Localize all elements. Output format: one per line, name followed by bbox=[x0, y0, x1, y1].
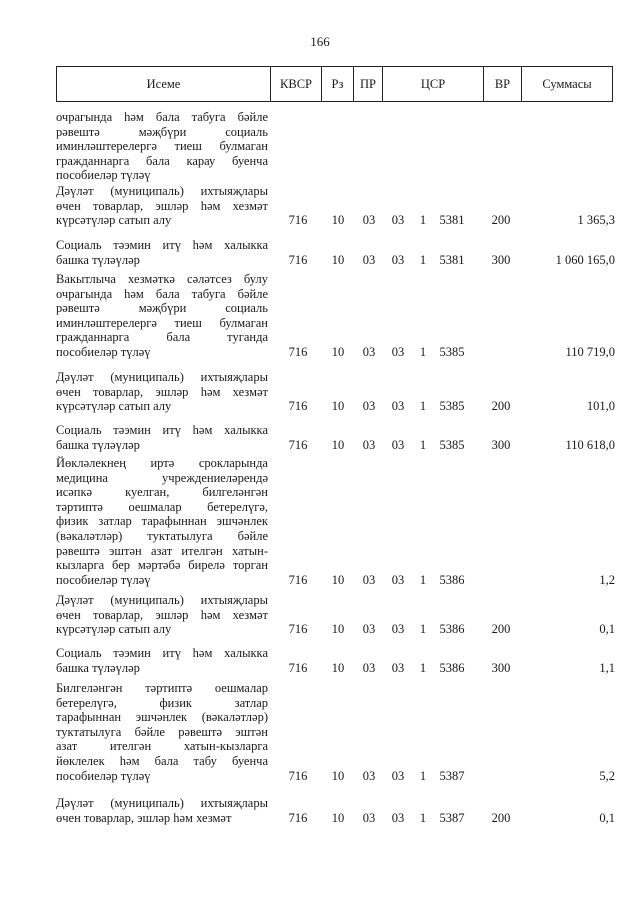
cell-rz: 10 bbox=[331, 345, 345, 359]
cell-rz: 10 bbox=[331, 437, 345, 452]
cell-sum: 1 365,3 bbox=[577, 213, 615, 228]
cell-vr: 300 bbox=[491, 660, 511, 675]
row-name-line: Социаль тәэмин итү һәм халыкка bbox=[56, 646, 268, 660]
cell-rz: 10 bbox=[331, 768, 345, 783]
cell-c2: 1 bbox=[419, 572, 427, 587]
row-name-line: Дәүләт (муниципаль) ихтыяҗлары bbox=[56, 370, 268, 384]
row-name bbox=[56, 456, 268, 587]
cell-pr: 03 bbox=[362, 345, 376, 359]
cell-c1: 03 bbox=[391, 213, 405, 228]
cell-c1: 03 bbox=[391, 437, 405, 452]
row-name-line: бетерелүгә, физик затлар bbox=[56, 695, 268, 710]
row-name-line: пособиеләр түләү bbox=[56, 768, 151, 783]
row-name-line: башка түләүләр bbox=[56, 660, 140, 675]
cell-rz: 10 bbox=[331, 252, 345, 267]
cell-kvsr: 716 bbox=[288, 437, 308, 452]
row-name bbox=[56, 238, 268, 267]
cell-kvsr: 716 bbox=[288, 399, 308, 414]
row-name-line: пособиеләр түләү bbox=[56, 344, 151, 359]
row-name-line: башка түләүләр bbox=[56, 437, 140, 452]
row-name-line: пособиеләр түләү bbox=[56, 168, 151, 183]
row-name-line: Социаль тәэмин итү һәм халыкка bbox=[56, 423, 268, 437]
row-name bbox=[56, 272, 268, 360]
header-name: Исеме bbox=[146, 77, 181, 91]
row-name-line: (вәкаләтләр) туктатылуга бәйле bbox=[56, 528, 268, 543]
row-name-line: тәртиптә оешмалар бетерелүгә, bbox=[56, 499, 268, 514]
cell-vr: 200 bbox=[491, 622, 511, 637]
row-name-line: өчен товарлар, эшләр һәм хезмәт bbox=[56, 607, 268, 622]
row-name-line: күрсәтүләр сатып алу bbox=[56, 213, 172, 228]
row-name-line: азат ителгән хатын-кызларга bbox=[56, 739, 268, 754]
row-name-line: иминләштерелергә тиеш булмаган bbox=[56, 139, 268, 154]
cell-c3: 5385 bbox=[439, 437, 465, 452]
cell-c1: 03 bbox=[391, 252, 405, 267]
cell-c2: 1 bbox=[419, 768, 427, 783]
row-name bbox=[56, 646, 268, 675]
row-name-line: физик затлар тарафыннан эшчәнлек bbox=[56, 514, 268, 529]
header-vr: ВР bbox=[494, 77, 511, 91]
row-name bbox=[56, 110, 268, 183]
row-name-line: туктатылуга бәйле рәвештә эштән bbox=[56, 724, 268, 739]
row-name bbox=[56, 370, 268, 414]
cell-vr: 200 bbox=[491, 810, 511, 825]
cell-kvsr: 716 bbox=[288, 252, 308, 267]
cell-c2: 1 bbox=[419, 345, 427, 359]
cell-c3: 5381 bbox=[439, 252, 465, 267]
cell-sum: 110 719,0 bbox=[565, 345, 615, 359]
header-pr: ПР bbox=[360, 77, 376, 91]
cell-c3: 5387 bbox=[439, 810, 465, 825]
cell-vr: 200 bbox=[491, 213, 511, 228]
cell-c2: 1 bbox=[419, 810, 427, 825]
page-number: 166 bbox=[310, 34, 330, 49]
row-name bbox=[56, 423, 268, 452]
row-name-line: Дәүләт (муниципаль) ихтыяҗлары bbox=[56, 184, 268, 198]
row-name-line: өчен товарлар, эшләр һәм хезмәт bbox=[56, 198, 268, 213]
cell-c1: 03 bbox=[391, 768, 405, 783]
cell-pr: 03 bbox=[362, 660, 376, 675]
row-name bbox=[56, 184, 268, 228]
row-name bbox=[56, 796, 268, 825]
header-rz: Рз bbox=[331, 77, 344, 91]
row-name-line: йөклелек һәм бала табу буенча bbox=[56, 753, 268, 768]
cell-c3: 5385 bbox=[439, 399, 465, 414]
cell-c1: 03 bbox=[391, 660, 405, 675]
cell-sum: 0,1 bbox=[599, 622, 615, 637]
cell-vr: 300 bbox=[491, 252, 511, 267]
cell-rz: 10 bbox=[331, 622, 345, 637]
row-name-line: гражданнарга бала туганда bbox=[56, 330, 268, 345]
row-name-line: очрагында һәм бала табуга бәйле bbox=[56, 286, 268, 301]
row-name bbox=[56, 681, 268, 783]
cell-c1: 03 bbox=[391, 810, 405, 825]
cell-pr: 03 bbox=[362, 252, 376, 267]
cell-pr: 03 bbox=[362, 213, 376, 228]
cell-c2: 1 bbox=[419, 437, 427, 452]
cell-rz: 10 bbox=[331, 660, 345, 675]
header-csr: ЦСР bbox=[420, 77, 446, 91]
cell-rz: 10 bbox=[331, 810, 345, 825]
cell-pr: 03 bbox=[362, 572, 376, 587]
row-name-line: очрагында һәм бала табуга бәйле bbox=[56, 110, 268, 124]
row-name-line: Дәүләт (муниципаль) ихтыяҗлары bbox=[56, 593, 268, 607]
cell-pr: 03 bbox=[362, 810, 376, 825]
row-name-line: башка түләүләр bbox=[56, 252, 140, 267]
cell-sum: 0,1 bbox=[599, 810, 615, 825]
cell-kvsr: 716 bbox=[288, 768, 308, 783]
cell-c1: 03 bbox=[391, 399, 405, 414]
cell-c3: 5381 bbox=[439, 213, 465, 228]
row-name-line: Социаль тәэмин итү һәм халыкка bbox=[56, 238, 268, 252]
row-name-line: Вакытлыча хезмәткә сәләтсез булу bbox=[56, 272, 268, 286]
cell-pr: 03 bbox=[362, 399, 376, 414]
cell-c2: 1 bbox=[419, 213, 427, 228]
row-name-line: Йөкләлекнең иртә срокларында bbox=[56, 456, 268, 470]
cell-c3: 5386 bbox=[439, 572, 465, 587]
cell-c1: 03 bbox=[391, 572, 405, 587]
cell-c3: 5386 bbox=[439, 622, 465, 637]
cell-kvsr: 716 bbox=[288, 572, 308, 587]
cell-c2: 1 bbox=[419, 622, 427, 637]
row-name-line: өчен товарлар, эшләр һәм хезмәт bbox=[56, 810, 232, 825]
row-name-line: гражданнарга бала карау буенча bbox=[56, 153, 268, 168]
table-header bbox=[56, 66, 613, 102]
cell-c1: 03 bbox=[391, 345, 405, 359]
row-name-line: Дәүләт (муниципаль) ихтыяҗлары bbox=[56, 796, 268, 810]
cell-c3: 5386 bbox=[439, 660, 465, 675]
cell-c2: 1 bbox=[419, 399, 427, 414]
cell-c3: 5385 bbox=[439, 345, 465, 359]
cell-c1: 03 bbox=[391, 622, 405, 637]
row-name-line: Билгеләнгән тәртиптә оешмалар bbox=[56, 681, 268, 695]
row-name-line: күрсәтүләр сатып алу bbox=[56, 622, 172, 637]
row-name-line: кызларга бер мәртәбә бирелә торган bbox=[56, 558, 268, 573]
cell-vr: 200 bbox=[491, 399, 511, 414]
header-sum: Суммасы bbox=[542, 77, 592, 91]
row-name-line: рәвештә мәҗбүри социаль bbox=[56, 124, 268, 139]
cell-kvsr: 716 bbox=[288, 660, 308, 675]
cell-rz: 10 bbox=[331, 399, 345, 414]
cell-sum: 1,2 bbox=[599, 572, 615, 587]
row-name-line: рәвештә эштән азат ителгән хатын- bbox=[56, 543, 268, 558]
cell-sum: 110 618,0 bbox=[565, 437, 615, 452]
row-name bbox=[56, 593, 268, 637]
cell-sum: 1,1 bbox=[599, 660, 615, 675]
row-name-line: медицина учреждениеләрендә bbox=[56, 470, 268, 485]
row-name-line: күрсәтүләр сатып алу bbox=[56, 399, 172, 414]
cell-pr: 03 bbox=[362, 622, 376, 637]
cell-sum: 1 060 165,0 bbox=[555, 252, 615, 267]
row-name-line: тарафыннан эшчәнлек (вәкаләтләр) bbox=[56, 710, 268, 725]
row-name-line: өчен товарлар, эшләр һәм хезмәт bbox=[56, 384, 268, 399]
row-name-line: исәпкә куелган, билгеләнгән bbox=[56, 485, 268, 500]
cell-kvsr: 716 bbox=[288, 345, 308, 359]
cell-kvsr: 716 bbox=[288, 622, 308, 637]
cell-sum: 5,2 bbox=[599, 768, 615, 783]
cell-c3: 5387 bbox=[439, 768, 465, 783]
cell-pr: 03 bbox=[362, 437, 376, 452]
row-name-line: иминләштерелергә тиеш булмаган bbox=[56, 315, 268, 330]
cell-rz: 10 bbox=[331, 213, 345, 228]
cell-kvsr: 716 bbox=[288, 213, 308, 228]
cell-pr: 03 bbox=[362, 768, 376, 783]
header-kvsr: КВСР bbox=[280, 77, 312, 91]
cell-rz: 10 bbox=[331, 572, 345, 587]
cell-c2: 1 bbox=[419, 252, 427, 267]
cell-sum: 101,0 bbox=[586, 399, 615, 414]
cell-vr: 300 bbox=[491, 437, 511, 452]
cell-c2: 1 bbox=[419, 660, 427, 675]
row-name-line: пособиеләр түләү bbox=[56, 572, 151, 587]
row-name-line: рәвештә мәҗбүри социаль bbox=[56, 301, 268, 316]
cell-kvsr: 716 bbox=[288, 810, 308, 825]
